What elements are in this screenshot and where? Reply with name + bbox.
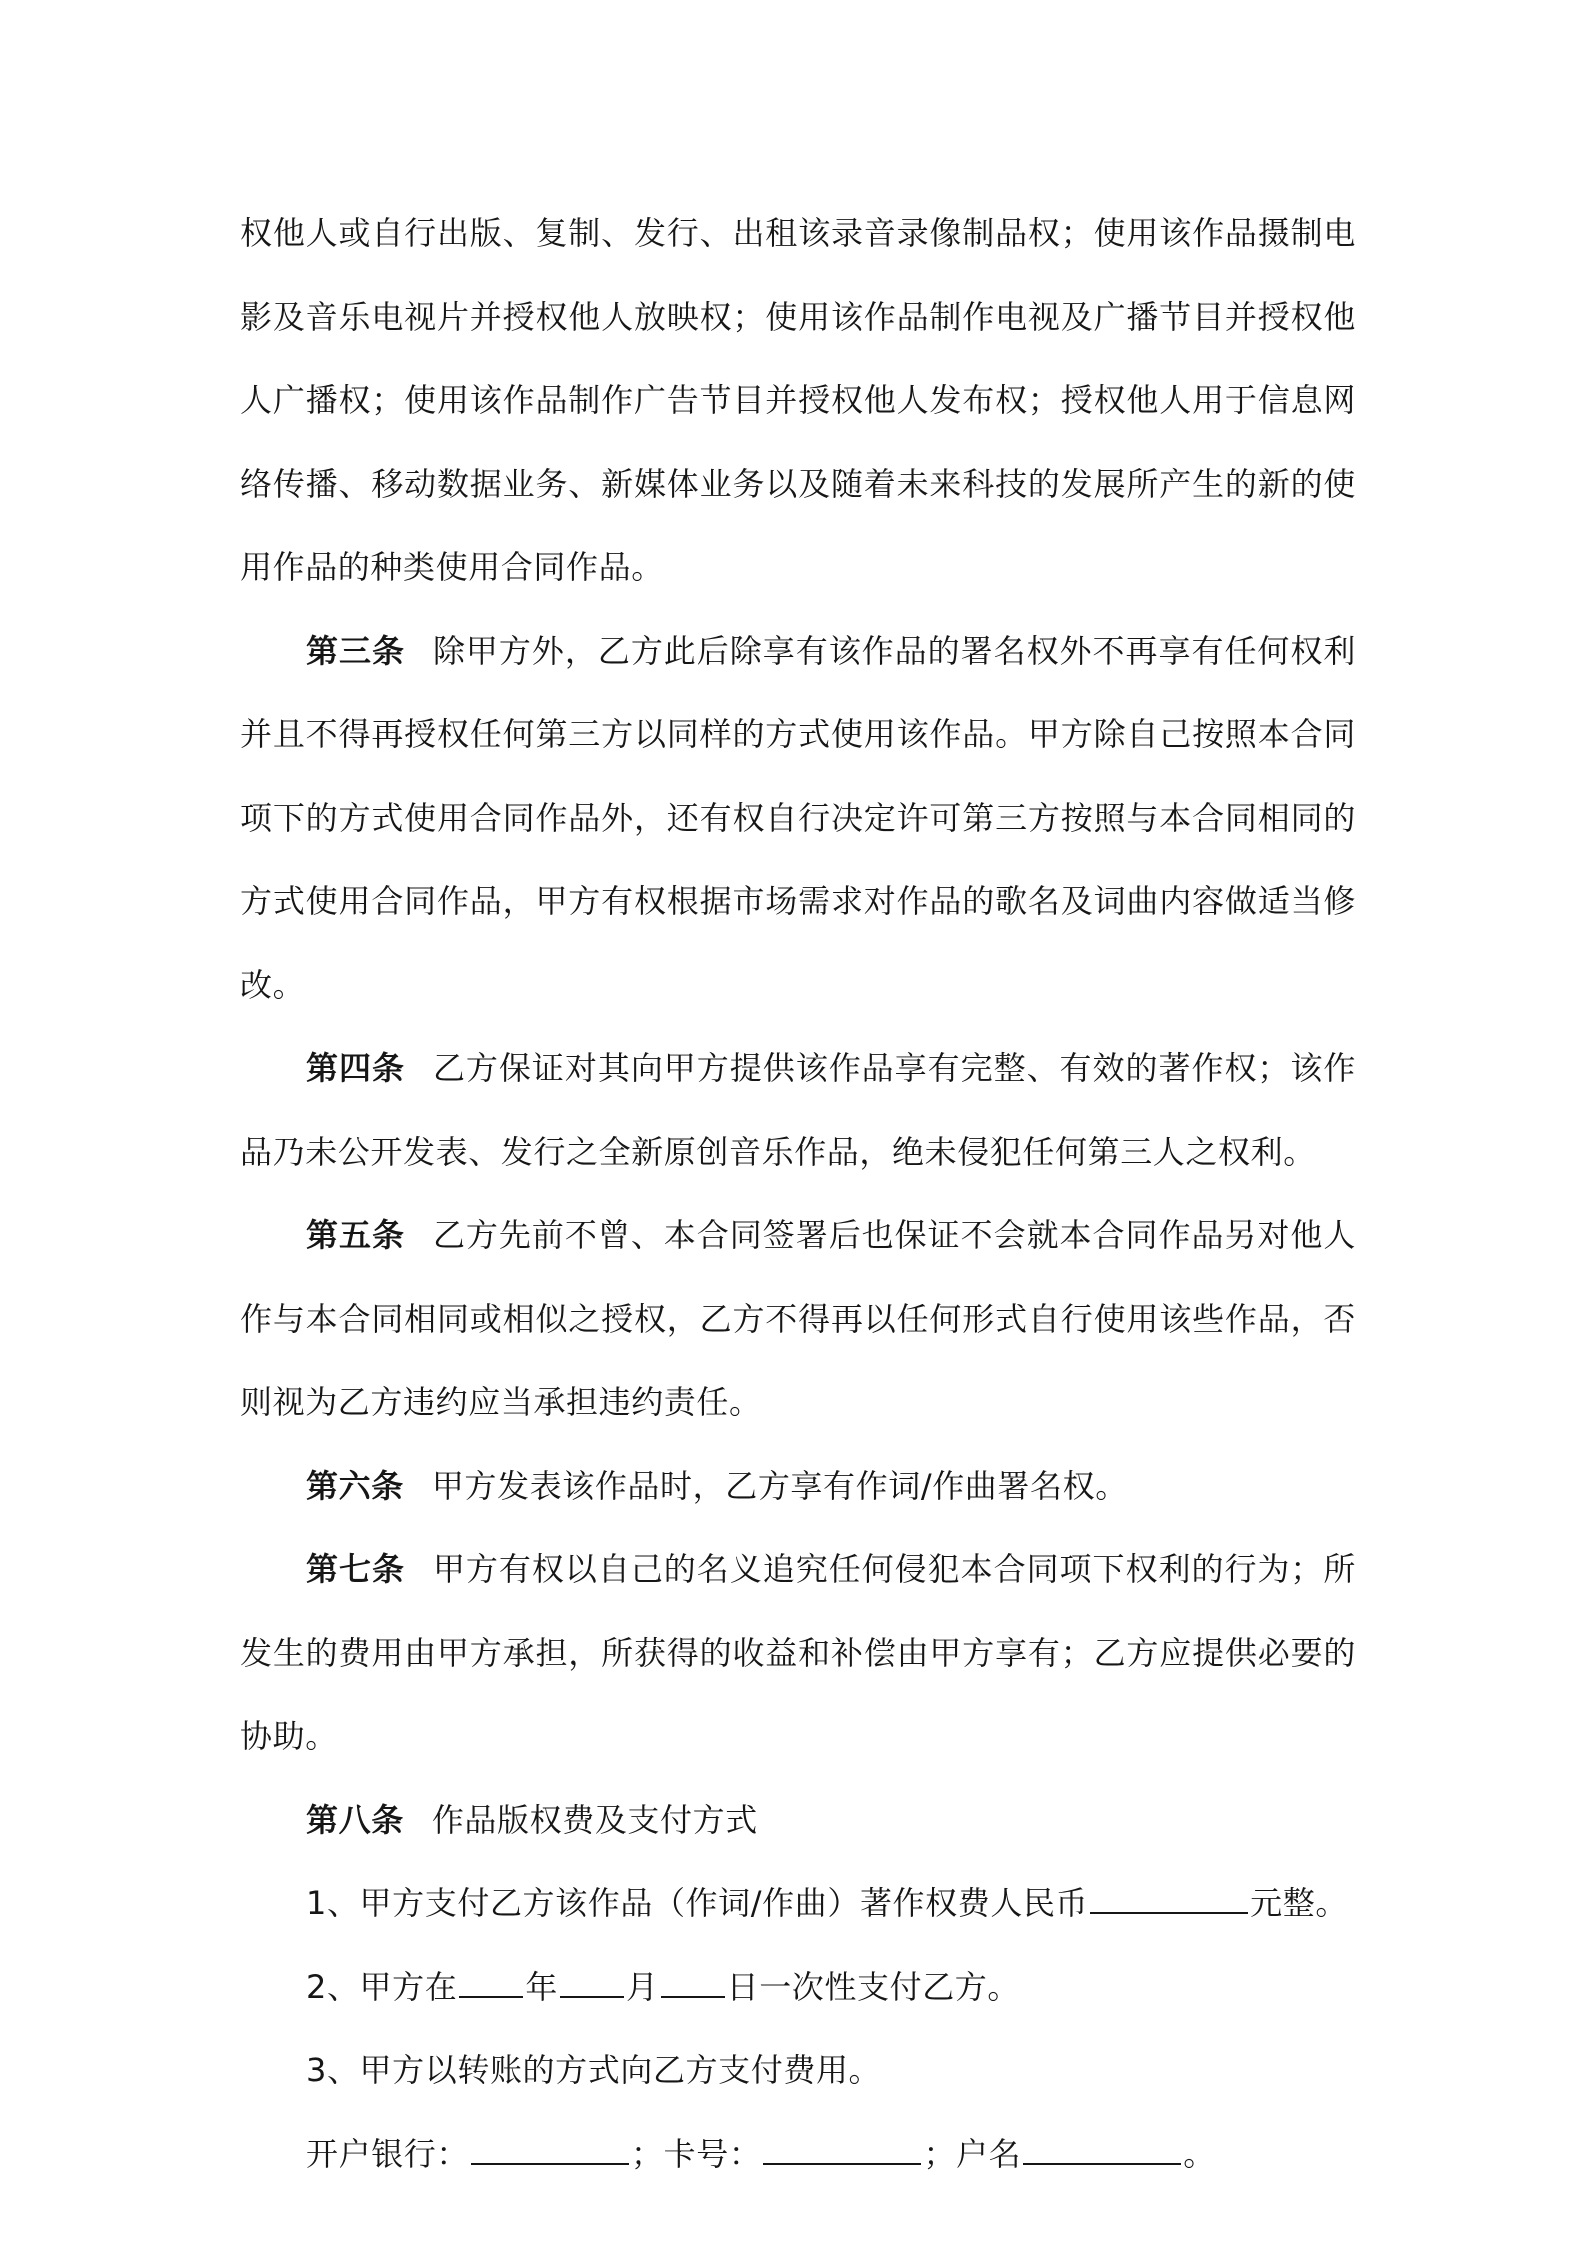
account-name-label: 户名 [956,2134,1022,2173]
document-body [240,192,1356,2196]
article-text: 乙方保证对其向甲方提供该作品享有完整、有效的著作权；该作品乃未公开发表、发行之全新原创音乐作品，绝未侵犯任何第三人之权利。 [240,1049,1356,1171]
article-label: 第八条 [306,1800,404,1839]
article-7 [240,1528,1356,1779]
separator: ； [631,2134,664,2173]
line-end: 。 [1183,2134,1216,2173]
payment-item-1 [240,1862,1356,1946]
article-label: 第三条 [306,631,405,670]
bank-info-line [240,2113,1356,2197]
card-label: 卡号： [663,2134,762,2173]
day-blank[interactable] [661,1968,725,1998]
article-text: 作品版权费及支付方式 [431,1800,758,1839]
bank-blank[interactable] [471,2135,629,2165]
article-3 [240,610,1356,1028]
day-suffix: 日一次性支付乙方。 [726,1967,1020,2006]
payment-item-text: 3、甲方以转账的方式向乙方支付费用。 [306,2051,882,2089]
month-label: 月 [625,1967,659,2006]
year-label: 年 [525,1967,558,2006]
article-label: 第四条 [306,1049,405,1087]
article-8 [240,1779,1356,1863]
paragraph-text: 权他人或自行出版、复制、发行、出租该录音录像制品权；使用该作品摄制电影及音乐电视片并授权他人放映权；使用该作品制作电视及广播节目并授权他人广播权；使用该作品制作广告节目并授权他人发布权；授权他人用于信息网络传播、移动数据业务、新媒体业务以及随着未来科技的发展所产生的新的使用作品的种类使用合同作品。 [240,214,1356,586]
paragraph-rights-continuation [240,192,1356,610]
separator: ； [923,2134,957,2173]
card-number-blank[interactable] [763,2135,921,2165]
amount-blank[interactable] [1090,1884,1248,1914]
payment-item-3 [240,2029,1356,2113]
payment-item-2 [240,1946,1356,2030]
year-blank[interactable] [459,1968,523,1998]
account-name-blank[interactable] [1023,2135,1181,2165]
article-5 [240,1194,1356,1445]
article-label: 第五条 [306,1216,405,1254]
payment-item-text: 1、甲方支付乙方该作品（作词/作曲）著作权费人民币 [306,1884,1089,1922]
article-text: 甲方发表该作品时，乙方享有作词/作曲署名权。 [431,1466,1128,1505]
article-text: 乙方先前不曾、本合同签署后也保证不会就本合同作品另对他人作与本合同相同或相似之授权，乙方不得再以任何形式自行使用该些作品，否则视为乙方违约应当承担违约责任。 [240,1216,1356,1421]
article-text: 甲方有权以自己的名义追究任何侵犯本合同项下权利的行为；所发生的费用由甲方承担，所获得的收益和补偿由甲方享有；乙方应提供必要的协助。 [240,1550,1356,1755]
article-6 [240,1445,1356,1529]
payment-item-suffix: 元整。 [1250,1884,1348,1922]
article-label: 第六条 [306,1466,404,1505]
article-4 [240,1027,1356,1194]
payment-item-text: 2、甲方在 [306,1967,458,2006]
month-blank[interactable] [560,1968,624,1998]
bank-label: 开户银行： [306,2134,470,2173]
article-text: 除甲方外，乙方此后除享有该作品的署名权外不再享有任何权利并且不得再授权任何第三方以同样的方式使用该作品。甲方除自己按照本合同项下的方式使用合同作品外，还有权自行决定许可第三方按照与本合同相同的方式使用合同作品，甲方有权根据市场需求对作品的歌名及词曲内容做适当修改。 [240,631,1356,1004]
article-label: 第七条 [306,1550,405,1588]
